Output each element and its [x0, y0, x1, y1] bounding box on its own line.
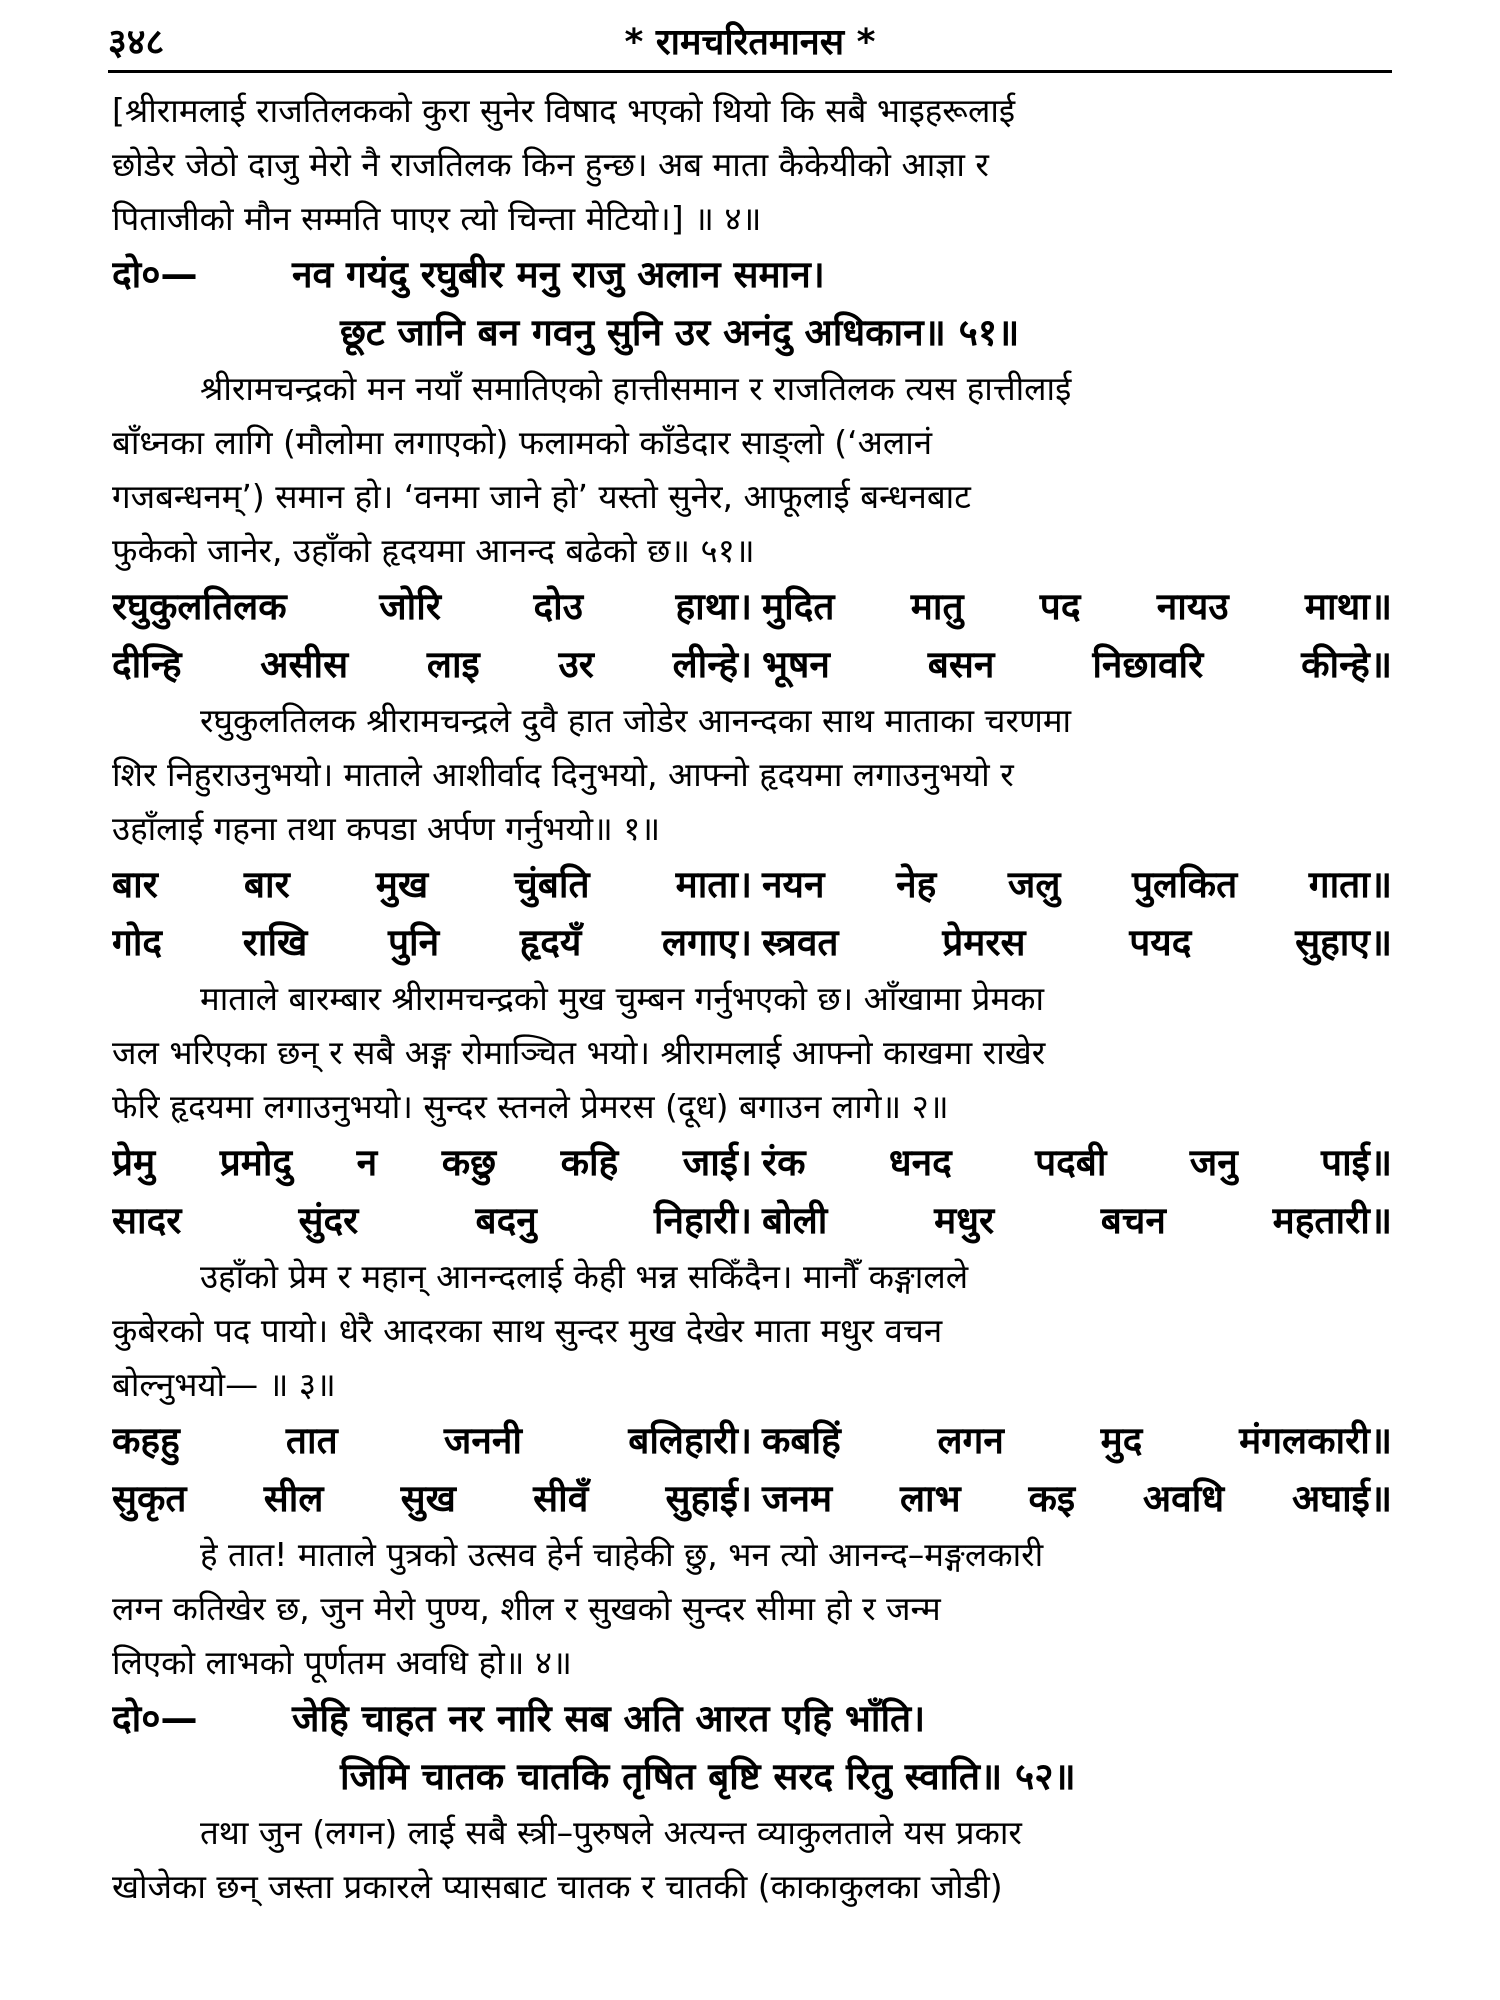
doha-verse: [112, 246, 1392, 362]
chaupai-half: बोली मधुर बचन महतारी॥: [762, 1199, 1392, 1242]
chaupai-verse: [112, 578, 1392, 694]
chaupai-verse: [112, 856, 1392, 972]
chaupai-half: कहहु तात जननी बलिहारी।: [112, 1419, 752, 1462]
paragraph-line: माताले बारम्बार श्रीरामचन्द्रको मुख चुम्बन गर्नुभएको छ। आँखामा प्रेमका: [200, 979, 1045, 1018]
translation-paragraph: [112, 1528, 1392, 1690]
paragraph-line: फुकेको जानेर, उहाँको हृदयमा आनन्द बढेको छ॥ ५१॥: [112, 531, 755, 570]
chaupai-verse: [112, 1412, 1392, 1528]
doha-verse: [112, 1690, 1392, 1806]
paragraph-line: उहाँलाई गहना तथा कपडा अर्पण गर्नुभयो॥ १॥: [112, 809, 661, 848]
translation-paragraph: [112, 694, 1392, 856]
chaupai-half: जनम लाभ कइ अवधि अघाई॥: [762, 1477, 1392, 1520]
paragraph-line: पिताजीको मौन सम्मति पाएर त्यो चिन्ता मेटियो।] ॥ ४॥: [112, 199, 762, 238]
translation-paragraph: [112, 1250, 1392, 1412]
doha-line: जिमि चातक चातकि तृषित बृष्टि सरद रितु स्वाति॥ ५२॥: [340, 1755, 1076, 1798]
chaupai-half: बार बार मुख चुंबति माता।: [112, 863, 752, 906]
paragraph-line: कुबेरको पद पायो। धेरै आदरका साथ सुन्दर मुख देखेर माता मधुर वचन: [112, 1311, 943, 1350]
paragraph-line: लिएको लाभको पूर्णतम अवधि हो॥ ४॥: [112, 1643, 572, 1682]
chaupai-verse: [112, 1134, 1392, 1250]
chaupai-line: [112, 1134, 1392, 1192]
paragraph-line: लग्न कतिखेर छ, जुन मेरो पुण्य, शील र सुखको सुन्दर सीमा हो र जन्म: [112, 1589, 941, 1628]
chaupai-line: [112, 1412, 1392, 1470]
chaupai-line: [112, 1470, 1392, 1528]
page-number: ३४८: [108, 22, 165, 63]
chaupai-half: दीन्हि असीस लाइ उर लीन्हे।: [112, 643, 752, 686]
paragraph-line: तथा जुन (लगन) लाई सबै स्त्री–पुरुषले अत्यन्त व्याकुलताले यस प्रकार: [200, 1813, 1022, 1852]
translation-paragraph: [112, 84, 1392, 246]
paragraph-line: रघुकुलतिलक श्रीरामचन्द्रले दुवै हात जोडेर आनन्दका साथ माताका चरणमा: [200, 701, 1072, 740]
chaupai-half: सादर सुंदर बदनु निहारी।: [112, 1199, 752, 1242]
chaupai-half: रंक धनद पदबी जनु पाई॥: [762, 1141, 1392, 1184]
chaupai-half: रघुकुलतिलक जोरि दोउ हाथा।: [112, 585, 752, 628]
doha-label: दो०—: [112, 1697, 198, 1740]
paragraph-line: श्रीरामचन्द्रको मन नयाँ समातिएको हात्तीसमान र राजतिलक त्यस हात्तीलाई: [200, 369, 1072, 408]
paragraph-line: उहाँको प्रेम र महान् आनन्दलाई केही भन्न सकिँदैन। मानौँ कङ्गालले: [200, 1257, 969, 1296]
chaupai-line: [112, 914, 1392, 972]
running-title: * रामचरितमानस *: [624, 22, 876, 63]
doha-line: नव गयंदु रघुबीर मनु राजु अलान समान।: [292, 253, 825, 296]
chaupai-line: [112, 636, 1392, 694]
page-header: [108, 10, 1392, 66]
doha-line: जेहि चाहत नर नारि सब अति आरत एहि भाँति।: [292, 1697, 926, 1740]
chaupai-line: [112, 856, 1392, 914]
doha-line: छूट जानि बन गवनु सुनि उर अनंदु अधिकान॥ ५१॥: [340, 311, 1020, 354]
header-rule: [108, 70, 1392, 73]
translation-paragraph: [112, 362, 1392, 578]
chaupai-line: [112, 1192, 1392, 1250]
paragraph-line: खोजेका छन् जस्ता प्रकारले प्यासबाट चातक र चातकी (काकाकुलका जोडी): [112, 1867, 1003, 1906]
paragraph-line: बोल्नुभयो— ॥ ३॥: [112, 1365, 336, 1404]
translation-paragraph: [112, 1806, 1392, 1914]
chaupai-half: सुकृत सील सुख सीवँ सुहाई।: [112, 1477, 752, 1520]
page-body: [112, 84, 1392, 1914]
chaupai-half: कबहिं लगन मुद मंगलकारी॥: [762, 1419, 1392, 1462]
chaupai-half: गोद राखि पुनि हृदयँ लगाए।: [112, 921, 752, 964]
paragraph-line: शिर निहुराउनुभयो। माताले आशीर्वाद दिनुभयो, आफ्नो हृदयमा लगाउनुभयो र: [112, 755, 1014, 794]
paragraph-line: [श्रीरामलाई राजतिलकको कुरा सुनेर विषाद भएको थियो कि सबै भाइहरूलाई: [112, 91, 1016, 130]
paragraph-line: फेरि हृदयमा लगाउनुभयो। सुन्दर स्तनले प्रेमरस (दूध) बगाउन लागे॥ २॥: [112, 1087, 949, 1126]
doha-label: दो०—: [112, 253, 198, 296]
chaupai-half: प्रेमु प्रमोदु न कछु कहि जाई।: [112, 1141, 752, 1184]
translation-paragraph: [112, 972, 1392, 1134]
paragraph-line: छोडेर जेठो दाजु मेरो नै राजतिलक किन हुन्छ। अब माता कैकेयीको आज्ञा र: [112, 145, 989, 184]
chaupai-half: नयन नेह जलु पुलकित गाता॥: [762, 863, 1392, 906]
chaupai-line: [112, 578, 1392, 636]
chaupai-half: मुदित मातु पद नायउ माथा॥: [762, 585, 1392, 628]
paragraph-line: बाँध्नका लागि (मौलोमा लगाएको) फलामको काँडेदार साङ्लो (‘अलानं: [112, 423, 933, 462]
paragraph-line: जल भरिएका छन् र सबै अङ्ग रोमाञ्चित भयो। श्रीरामलाई आफ्नो काखमा राखेर: [112, 1033, 1046, 1072]
chaupai-half: भूषन बसन निछावरि कीन्हे॥: [762, 643, 1392, 686]
chaupai-half: स्त्रवत प्रेमरस पयद सुहाए॥: [762, 921, 1392, 964]
paragraph-line: गजबन्धनम्’) समान हो। ‘वनमा जाने हो’ यस्तो सुनेर, आफूलाई बन्धनबाट: [112, 477, 971, 516]
paragraph-line: हे तात! माताले पुत्रको उत्सव हेर्न चाहेकी छु, भन त्यो आनन्द–मङ्गलकारी: [200, 1535, 1044, 1574]
